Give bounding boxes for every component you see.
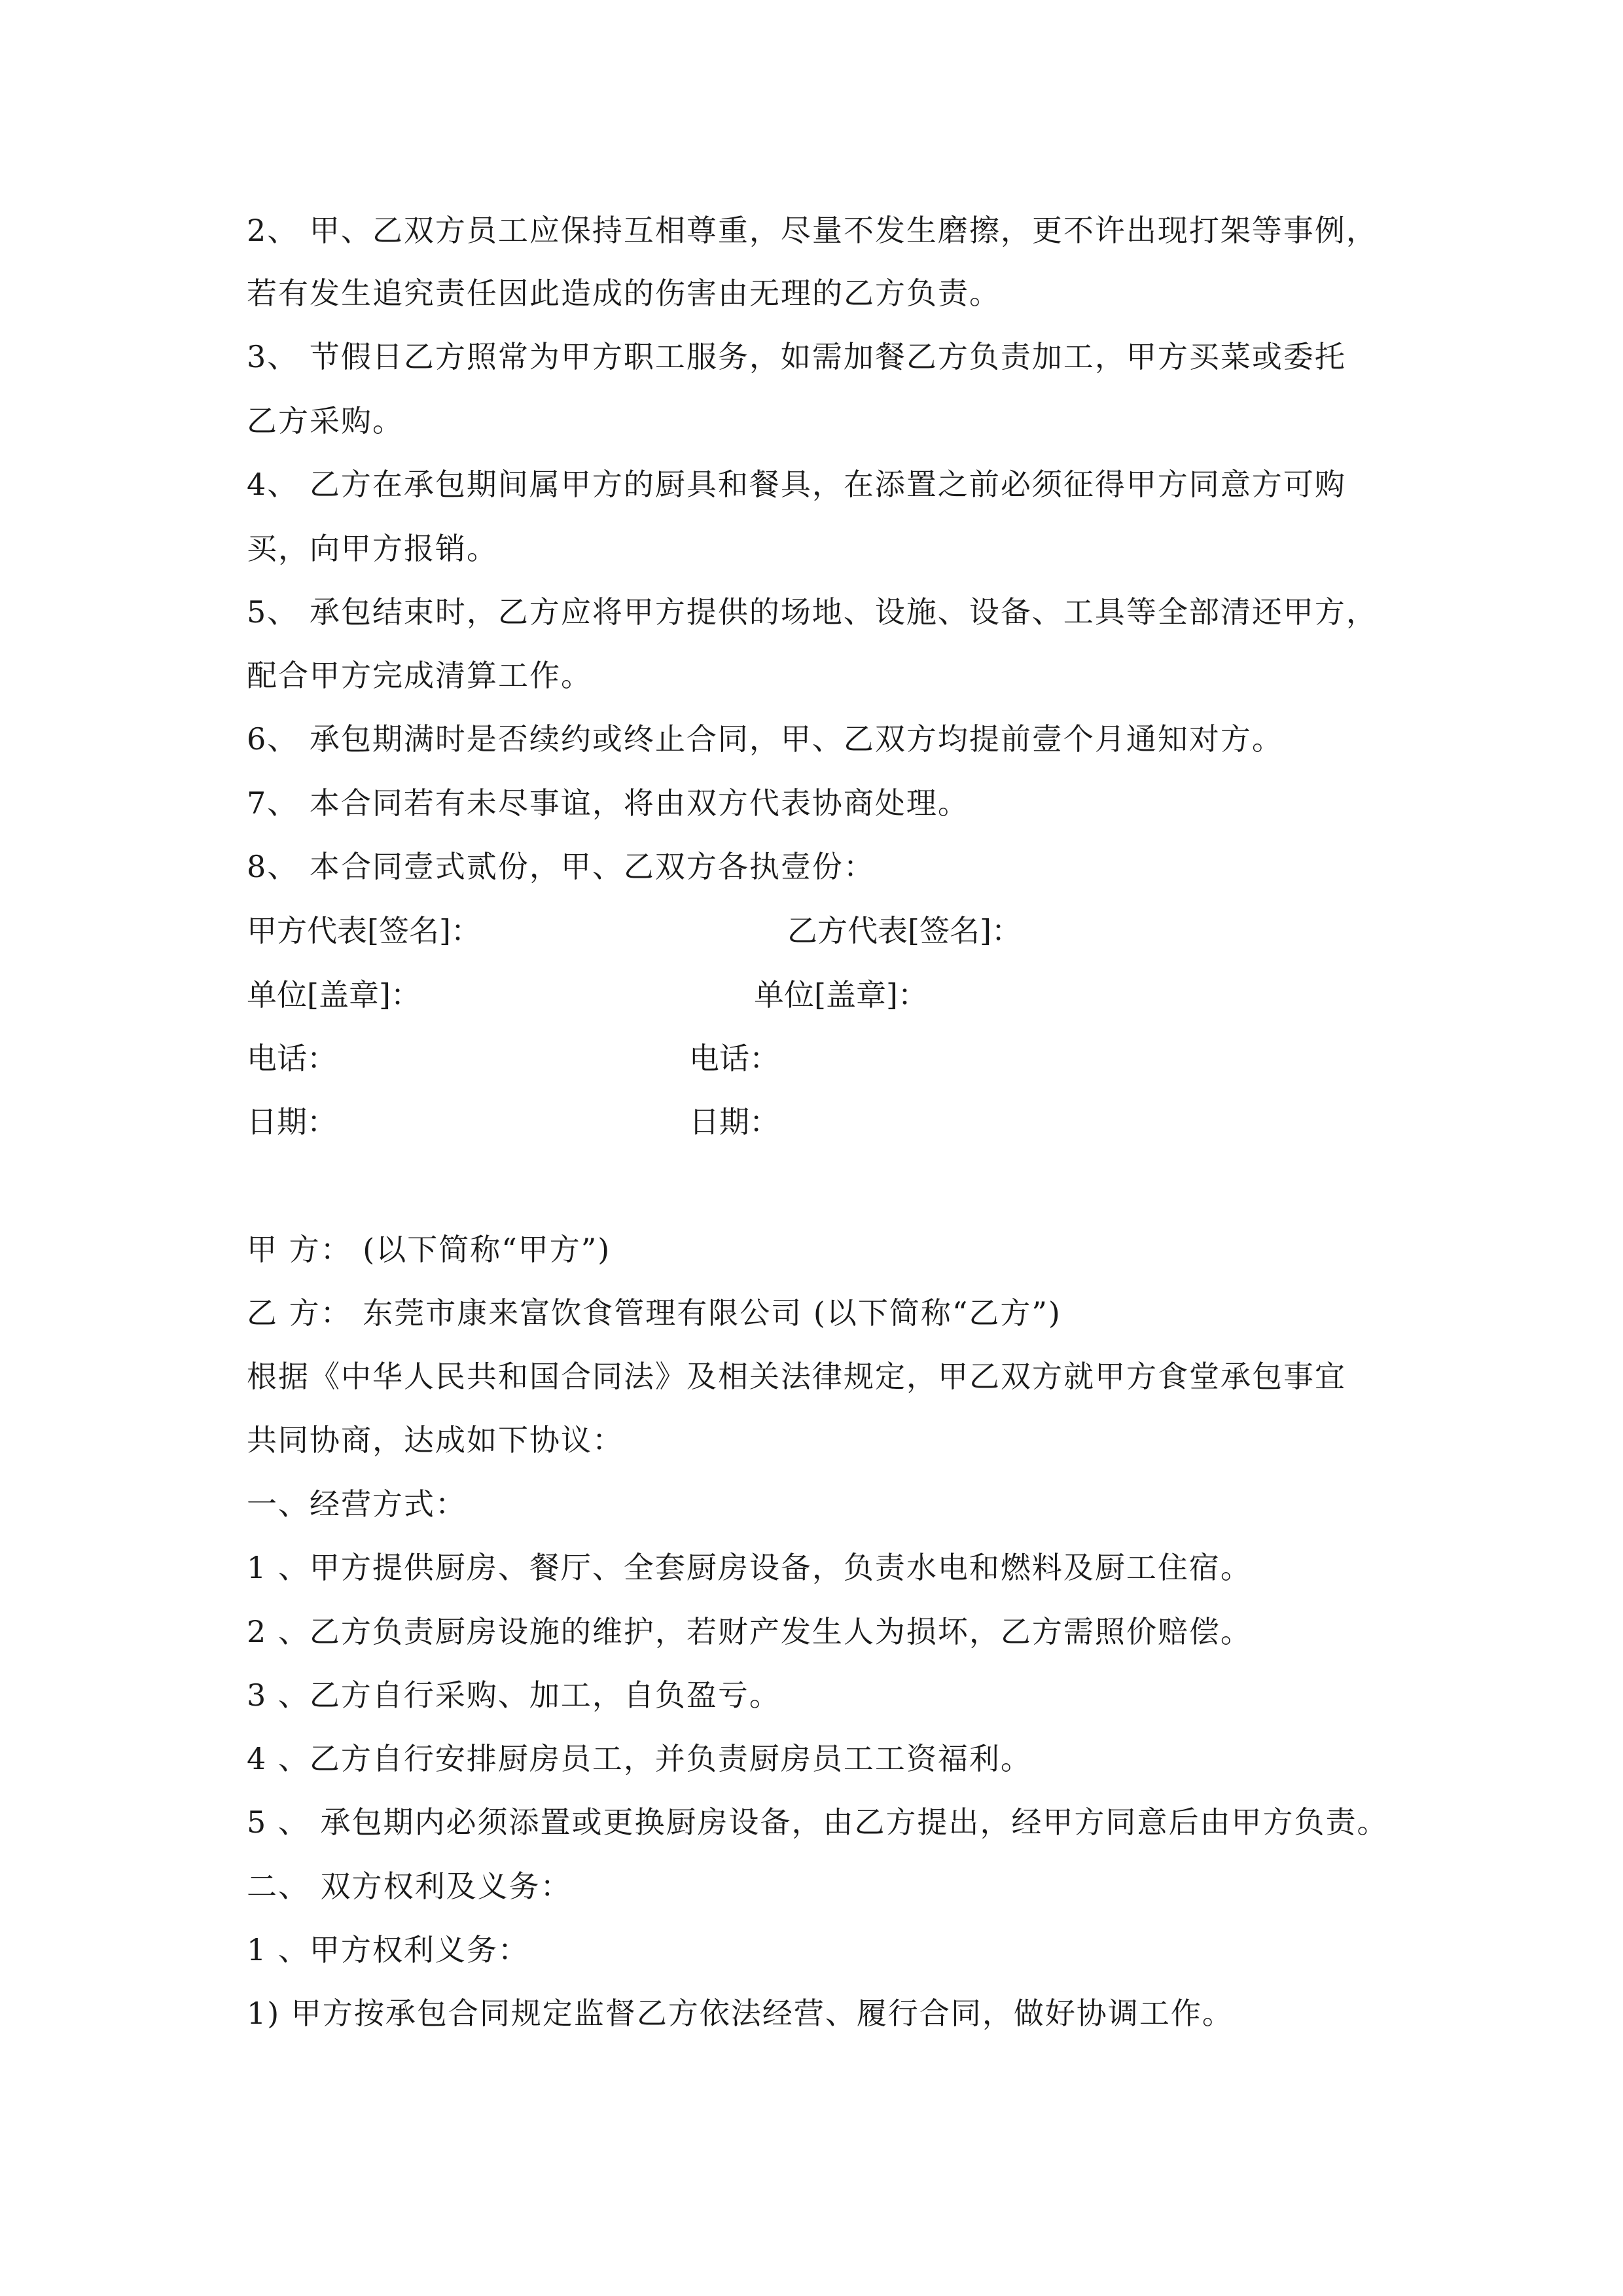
- party-a-line: 甲 方： (以下简称“甲方”): [247, 1232, 611, 1267]
- section-2-heading: 二、 双方权利及义务：: [247, 1869, 572, 1904]
- clause-6-line: 6、 承包期满时是否续约或终止合同，甲、乙双方均提前壹个月通知对方。: [247, 721, 1283, 757]
- clause-2-line-2: 若有发生追究责任因此造成的伤害由无理的乙方负责。: [247, 276, 1001, 311]
- section-1-heading: 一、经营方式：: [247, 1486, 467, 1522]
- clause-5-line-2: 配合甲方完成清算工作。: [247, 658, 592, 693]
- party-a-phone-label: 电话：: [247, 1041, 337, 1076]
- party-a-rep-label: 甲方代表[签名]：: [247, 913, 481, 948]
- section-1-item-4: 4 、乙方自行安排厨房员工，并负责厨房员工工资福利。: [247, 1741, 1032, 1776]
- party-b-date-label: 日期：: [689, 1104, 779, 1139]
- party-b-rep-label: 乙方代表[签名]：: [787, 913, 1022, 948]
- clause-2-line-1: 2、 甲、乙双方员工应保持互相尊重，尽量不发生磨擦，更不许出现打架等事例，: [247, 213, 1378, 248]
- clause-4-line-1: 4、 乙方在承包期间属甲方的厨具和餐具，在添置之前必须征得甲方同意方可购: [247, 467, 1346, 502]
- party-b-unit-label: 单位[盖章]：: [754, 977, 928, 1013]
- signature-row-date: [0, 1102, 1623, 1141]
- section-1-item-3: 3 、乙方自行采购、加工，自负盈亏。: [247, 1677, 781, 1713]
- signature-row-phone: [0, 1039, 1623, 1078]
- clause-8-line: 8、 本合同壹式贰份，甲、乙双方各执壹份：: [247, 849, 875, 884]
- clause-4-line-2: 买，向甲方报销。: [247, 531, 498, 566]
- section-2-item-1: 1) 甲方按承包合同规定监督乙方依法经营、履行合同，做好协调工作。: [247, 1996, 1234, 2031]
- party-b-phone-label: 电话：: [689, 1041, 779, 1076]
- clause-5-line-1: 5、 承包结束时，乙方应将甲方提供的场地、设施、设备、工具等全部清还甲方，: [247, 594, 1378, 630]
- section-1-item-1: 1 、甲方提供厨房、餐厅、全套厨房设备，负责水电和燃料及厨工住宿。: [247, 1550, 1252, 1585]
- signature-row-unit: [0, 975, 1623, 1014]
- party-b-line: 乙 方： 东莞市康来富饮食管理有限公司 (以下简称“乙方”): [247, 1295, 1061, 1331]
- clause-7-line: 7、 本合同若有未尽事谊，将由双方代表协商处理。: [247, 785, 969, 821]
- clause-3-line-1: 3、 节假日乙方照常为甲方职工服务，如需加餐乙方负责加工，甲方买菜或委托: [247, 339, 1346, 374]
- section-1-item-2: 2 、乙方负责厨房设施的维护，若财产发生人为损坏，乙方需照价赔偿。: [247, 1614, 1252, 1649]
- party-a-unit-label: 单位[盖章]：: [247, 977, 421, 1013]
- clause-3-line-2: 乙方采购。: [247, 403, 404, 439]
- section-2-subheading: 1 、甲方权利义务：: [247, 1932, 529, 1967]
- preamble-line-1: 根据《中华人民共和国合同法》及相关法律规定，甲乙双方就甲方食堂承包事宜: [247, 1359, 1346, 1394]
- preamble-line-2: 共同协商，达成如下协议：: [247, 1422, 624, 1458]
- section-1-item-5: 5 、 承包期内必须添置或更换厨房设备，由乙方提出，经甲方同意后由甲方负责。: [247, 1804, 1389, 1840]
- signature-row-representative: [0, 911, 1623, 950]
- party-a-date-label: 日期：: [247, 1104, 337, 1139]
